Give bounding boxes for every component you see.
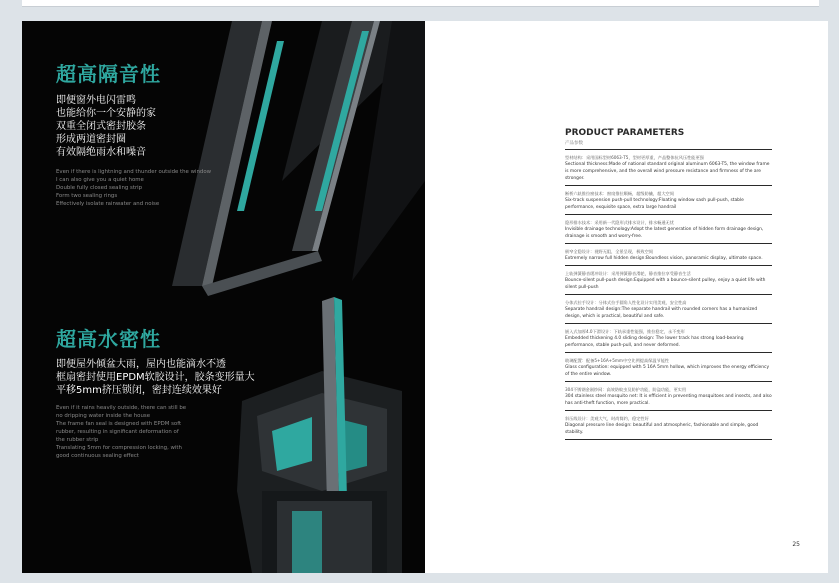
sound-insulation-cn-text [56, 94, 156, 159]
param-en: 304 stainless steel mosquito net: It is efficient in preventing mosquitoes and insects, and also has anti-theft function, more practical. [565, 394, 772, 406]
param-en: Six-track suspension push-pull technology:Floating window sash pull-push, stable performance, exquisite space, extra large handrail [565, 198, 744, 210]
water-tightness-heading: 超高水密性 [56, 327, 161, 351]
text-line: Even if it rains heavily outside, there can still be [56, 405, 187, 411]
text-line: Translating 5mm for compression locking, with [56, 445, 182, 451]
param-en: Invisible drainage technology:Adopt the latest generation of hidden form drainage design, drainage is smooth and worry-free. [565, 227, 764, 239]
list-item [565, 295, 772, 324]
param-en: Embedded thickening 4.0 sliding design: The lower track has strong load-bearing performance, stable push-pull, and never deformed. [565, 336, 744, 348]
water-tightness-cn-text [56, 358, 255, 397]
param-en: Glass configuration: equipped with 5 16A 5mm hollow, which improves the energy efficiency of the entire window. [565, 365, 770, 377]
param-cn: 斜压线设计：美观大气，时尚简约，稳定性好 [565, 416, 649, 421]
list-item [565, 382, 772, 411]
list-item [565, 149, 772, 186]
param-cn: 上轨弹簧静音缓冲设计：采用弹簧静音滑轮，静音推拉享受静音生活 [565, 271, 691, 276]
param-cn: 嵌入式加厚4.0下滑设计：下轨承重性能强，推拉稳定，永不变形 [565, 329, 685, 334]
list-item [565, 411, 772, 440]
list-item [565, 186, 772, 215]
product-parameters-subtitle: 产品参数 [565, 141, 583, 146]
param-cn: 玻璃配置：配备5+16A+5mm中空比例提高保温节能性 [565, 358, 670, 363]
text-line: 有效隔绝雨水和噪音 [56, 147, 146, 158]
text-line: no dripping water inside the house [56, 413, 151, 419]
list-item [565, 215, 772, 244]
previous-page-edge [22, 0, 819, 7]
param-en: Extremely narrow full hidden design:Boundless vision, panoramic display, ultimate space. [565, 256, 763, 261]
page-number: 25 [792, 541, 800, 548]
list-item [565, 324, 772, 353]
text-line: the rubber strip [56, 437, 99, 443]
param-en: Diagonal pressure line design: beautiful and atmospheric, fashionable and simple, good stability. [565, 423, 759, 435]
text-line: 平移5mm挤压锁闭，密封连续效果好 [56, 385, 222, 396]
param-cn: 极窄全隐设计：视野无阻，全景呈现，极致空间 [565, 249, 653, 254]
param-en: Separate handrail design:The separate handrail with rounded corners has a humanized design, which is practical, beautiful and safe. [565, 307, 758, 319]
param-en: Bounce-silent pull-push design:Equipped with a bounce-silent pulley, enjoy a quiet life with silent pull-push [565, 278, 766, 290]
list-item [565, 244, 772, 266]
sound-insulation-heading: 超高隔音性 [56, 62, 161, 86]
brochure-spread [22, 21, 828, 573]
text-line: 形成两道密封圈 [56, 134, 126, 145]
param-cn: 304不锈钢金刚纱网：高效防蚊虫及防护功能，防盗功能，更实用 [565, 387, 687, 392]
right-page [425, 21, 828, 573]
sound-insulation-en-text [56, 168, 211, 208]
text-line: The frame fan seal is designed with EPDM soft [56, 421, 182, 427]
text-line: 即便屋外倾盆大雨，屋内也能滴水不透 [56, 359, 226, 370]
param-cn: 型材结构：采用国标型材6063-T5，型材更厚重，产品整体抗风压性能更强 [565, 155, 704, 160]
list-item [565, 266, 772, 295]
text-line: Even if there is lightning and thunder outside the window [56, 169, 212, 175]
param-cn: 分体式拉手设计：分体式拉手圆角人性化设计实用美观，安全性高 [565, 300, 687, 305]
text-line: Double fully closed sealing strip [56, 185, 143, 191]
list-item [565, 353, 772, 382]
text-line: 双重全闭式密封胶条 [56, 121, 146, 132]
param-cn: 断桥六轨推拉窗技术：窗扇推拉顺畅，超级防撬，超大空间 [565, 191, 674, 196]
product-parameters-title: PRODUCT PARAMETERS [565, 128, 685, 138]
param-cn: 隐形排水技术：采用新一代隐形式排水设计，排水畅通无忧 [565, 220, 674, 225]
param-en: Sectional thickness:Made of national standard original aluminum 6063-T5, the window frame is more comprehensive, and the overall wind pressure resistance and firmness of the are stronger. [565, 162, 770, 181]
text-line: good continuous sealing effect [56, 453, 139, 459]
text-line: rubber, resulting in significant deformation of [56, 429, 179, 435]
text-line: Effectively isolate rainwater and noise [56, 201, 160, 207]
text-line: 也能给你一个安静的家 [56, 108, 156, 119]
water-tightness-en-text [56, 404, 186, 460]
text-line: I can also give you a quiet home [56, 177, 144, 183]
text-line: 框扇密封使用EPDM软胶设计，胶条变形量大 [56, 372, 255, 383]
parameters-list [565, 149, 772, 440]
text-line: Form two sealing rings [56, 193, 118, 199]
text-line: 即便窗外电闪雷鸣 [56, 95, 136, 106]
left-page [22, 21, 425, 573]
